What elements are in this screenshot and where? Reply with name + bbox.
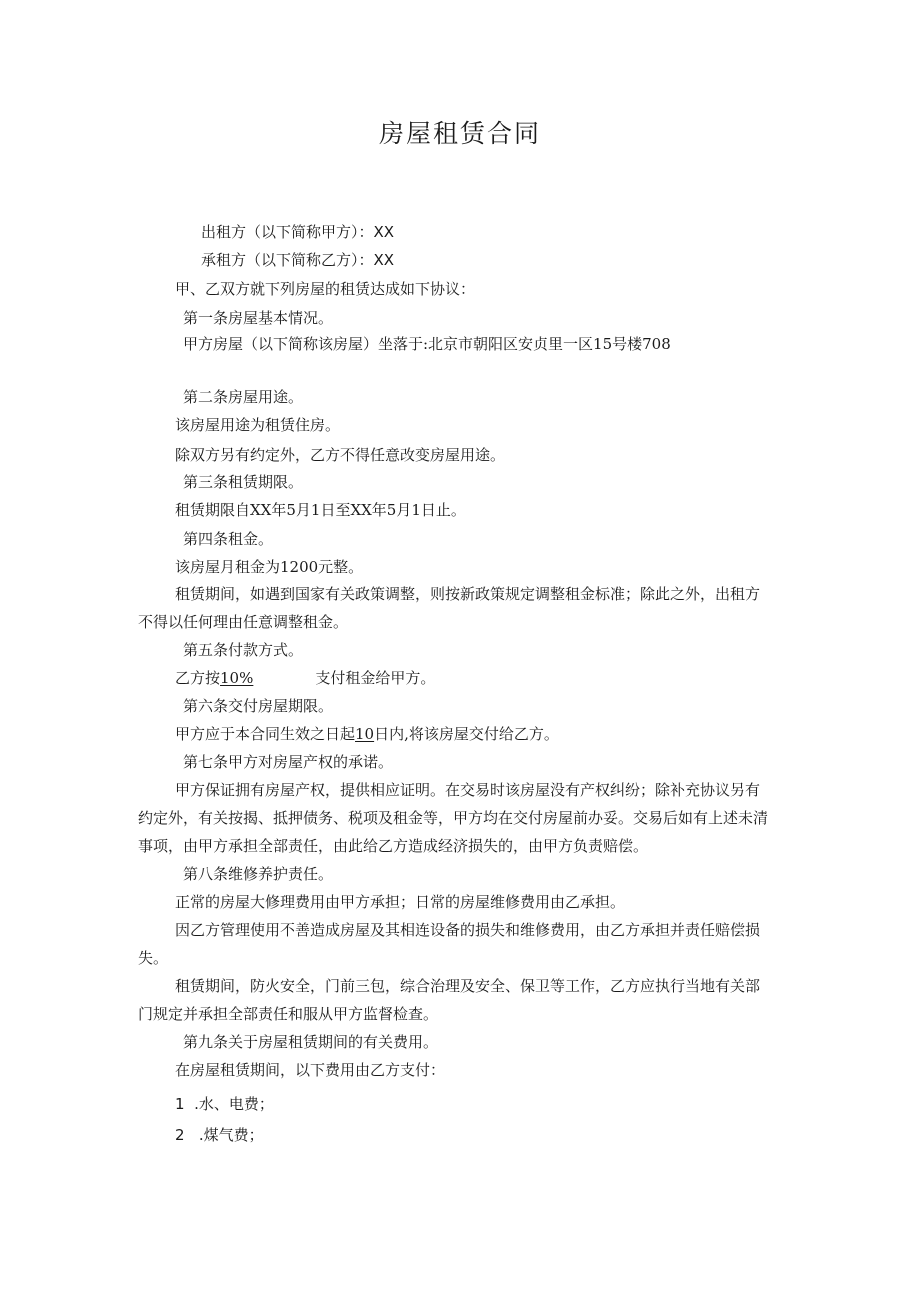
article-8-paragraph-2-line-1: 因乙方管理使用不善造成房屋及其相连设备的损失和维修费用，由乙方承担并责任赔偿损	[175, 921, 761, 939]
article-2-heading: 第二条房屋用途。	[183, 388, 304, 406]
article-8-paragraph-3-line-1: 租赁期间，防火安全，门前三包，综合治理及安全、保卫等工作，乙方应执行当地有关部	[175, 977, 761, 995]
article-8-heading: 第八条维修养护责任。	[183, 865, 334, 883]
intro-paragraph: 甲、乙双方就下列房屋的租赁达成如下协议：	[175, 280, 476, 298]
lessee-line: 承租方（以下简称乙方）：XX	[201, 251, 395, 269]
payment-percentage-value: 10%	[220, 669, 254, 687]
article-4-paragraph-line-1: 租赁期间，如遇到国家有关政策调整，则按新政策规定调整租金标准；除此之外，出租方	[175, 585, 761, 603]
article-4-line-1: 该房屋月租金为1200元整。	[175, 558, 364, 576]
article-5-heading: 第五条付款方式。	[183, 641, 304, 659]
article-1-heading: 第一条房屋基本情况。	[183, 309, 334, 327]
article-1-location: 甲方房屋（以下简称该房屋）坐落于:北京市朝阳区安贞里一区15号楼708	[183, 335, 671, 353]
article-3-line-1: 租赁期限自XX年5月1日至XX年5月1日止。	[175, 501, 466, 519]
article-9-intro: 在房屋租赁期间，以下费用由乙方支付：	[175, 1061, 446, 1079]
list-item	[175, 1125, 264, 1145]
article-6-prefix: 甲方应于本合同生效之日起	[175, 725, 356, 743]
article-4-paragraph-line-2: 不得以任何理由任意调整租金。	[138, 613, 349, 631]
list-item	[175, 1094, 274, 1114]
article-3-heading: 第三条租赁期限。	[183, 473, 304, 491]
article-5-prefix: 乙方按	[175, 669, 221, 687]
document-title: 房屋租赁合同	[378, 119, 541, 148]
article-2-line-2: 除双方另有约定外，乙方不得任意改变房屋用途。	[175, 446, 506, 464]
article-6-suffix: 日内,将该房屋交付给乙方。	[374, 725, 559, 743]
article-7-line-2: 约定外，有关按揭、抵押债务、税项及租金等，甲方均在交付房屋前办妥。交易后如有上述未清	[138, 809, 769, 827]
article-9-heading: 第九条关于房屋租赁期间的有关费用。	[183, 1033, 439, 1051]
article-7-line-1: 甲方保证拥有房屋产权，提供相应证明。在交易时该房屋没有产权纠纷；除补充协议另有	[175, 781, 761, 799]
list-item-number: 1	[175, 1095, 185, 1113]
lessor-line: 出租方（以下简称甲方）：XX	[201, 223, 395, 241]
list-item-text: .煤气费；	[198, 1126, 264, 1144]
list-item-text: .水、电费；	[194, 1095, 274, 1113]
article-6-line	[175, 724, 559, 744]
article-8-line-1: 正常的房屋大修理费用由甲方承担；日常的房屋维修费用由乙承担。	[175, 893, 626, 911]
article-8-paragraph-2-line-2: 失。	[138, 949, 169, 967]
article-5-suffix: 支付租金给甲方。	[315, 669, 436, 687]
article-4-heading: 第四条租金。	[183, 530, 274, 548]
list-item-number: 2	[175, 1126, 185, 1144]
article-7-line-3: 事项，由甲方承担全部责任，由此给乙方造成经济损失的，由甲方负责赔偿。	[138, 837, 649, 855]
article-2-line-1: 该房屋用途为租赁住房。	[175, 416, 341, 434]
article-7-heading: 第七条甲方对房屋产权的承诺。	[183, 753, 394, 771]
article-8-paragraph-3-line-2: 门规定并承担全部责任和服从甲方监督检查。	[138, 1005, 439, 1023]
article-5-line	[175, 668, 435, 688]
article-6-heading: 第六条交付房屋期限。	[183, 697, 334, 715]
delivery-days-value: 10	[355, 725, 375, 743]
